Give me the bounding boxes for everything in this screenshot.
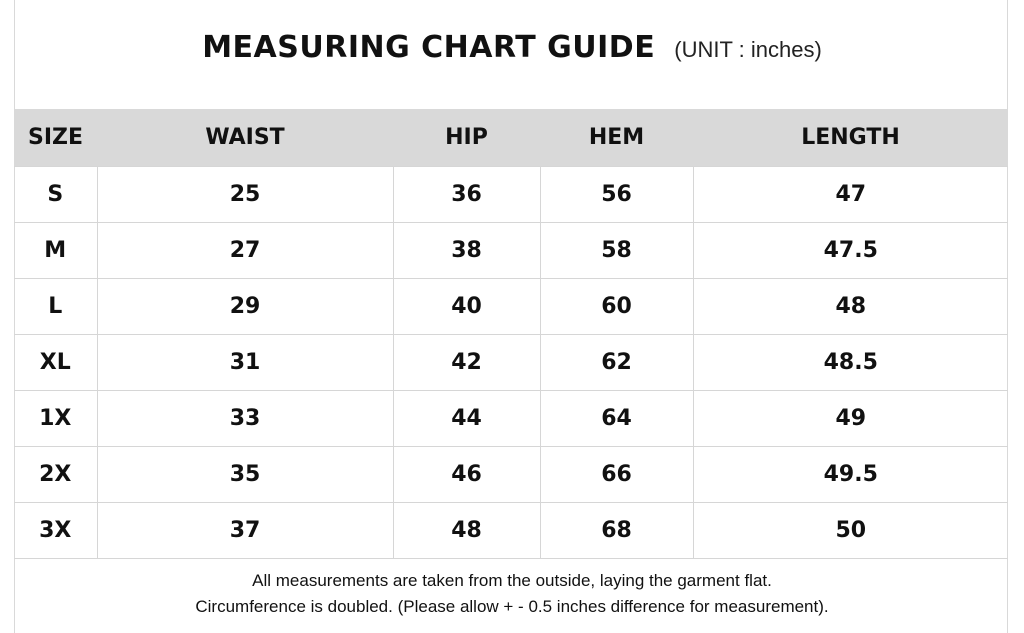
cell-size: XL bbox=[14, 335, 97, 391]
cell-length: 49 bbox=[693, 391, 1008, 447]
cell-hem: 58 bbox=[540, 223, 693, 279]
cell-length: 47.5 bbox=[693, 223, 1008, 279]
cell-hip: 46 bbox=[393, 447, 540, 503]
cell-waist: 37 bbox=[97, 503, 393, 559]
table-row bbox=[14, 447, 1008, 503]
cell-hip: 42 bbox=[393, 335, 540, 391]
header-length: LENGTH bbox=[693, 109, 1008, 167]
cell-size: S bbox=[14, 167, 97, 223]
size-table bbox=[14, 109, 1008, 559]
table-row bbox=[14, 335, 1008, 391]
cell-waist: 25 bbox=[97, 167, 393, 223]
table-row bbox=[14, 167, 1008, 223]
cell-hem: 56 bbox=[540, 167, 693, 223]
unit-label: (UNIT : inches) bbox=[674, 37, 822, 62]
cell-hem: 64 bbox=[540, 391, 693, 447]
table-row bbox=[14, 503, 1008, 559]
cell-length: 49.5 bbox=[693, 447, 1008, 503]
cell-hip: 48 bbox=[393, 503, 540, 559]
cell-hip: 38 bbox=[393, 223, 540, 279]
cell-waist: 31 bbox=[97, 335, 393, 391]
cell-size: 2X bbox=[14, 447, 97, 503]
cell-size: L bbox=[14, 279, 97, 335]
footnote-line-2: Circumference is doubled. (Please allow + - 0.5 inches difference for measurement). bbox=[195, 597, 829, 616]
table-row bbox=[14, 223, 1008, 279]
cell-size: 3X bbox=[14, 503, 97, 559]
title-block bbox=[0, 30, 1024, 65]
header-hem: HEM bbox=[540, 109, 693, 167]
table-row bbox=[14, 279, 1008, 335]
header-hip: HIP bbox=[393, 109, 540, 167]
cell-waist: 33 bbox=[97, 391, 393, 447]
cell-length: 48 bbox=[693, 279, 1008, 335]
cell-hem: 60 bbox=[540, 279, 693, 335]
footnote-line-1: All measurements are taken from the outside, laying the garment flat. bbox=[252, 571, 772, 590]
header-waist: WAIST bbox=[97, 109, 393, 167]
cell-hip: 36 bbox=[393, 167, 540, 223]
cell-hem: 68 bbox=[540, 503, 693, 559]
cell-length: 48.5 bbox=[693, 335, 1008, 391]
cell-length: 47 bbox=[693, 167, 1008, 223]
table-row bbox=[14, 391, 1008, 447]
table-header-row bbox=[14, 109, 1008, 167]
cell-size: M bbox=[14, 223, 97, 279]
cell-hip: 40 bbox=[393, 279, 540, 335]
footnote bbox=[0, 568, 1024, 620]
cell-length: 50 bbox=[693, 503, 1008, 559]
cell-waist: 27 bbox=[97, 223, 393, 279]
cell-waist: 29 bbox=[97, 279, 393, 335]
cell-size: 1X bbox=[14, 391, 97, 447]
page-title: MEASURING CHART GUIDE bbox=[202, 30, 656, 65]
cell-hem: 66 bbox=[540, 447, 693, 503]
cell-hip: 44 bbox=[393, 391, 540, 447]
cell-hem: 62 bbox=[540, 335, 693, 391]
header-size: SIZE bbox=[14, 109, 97, 167]
cell-waist: 35 bbox=[97, 447, 393, 503]
